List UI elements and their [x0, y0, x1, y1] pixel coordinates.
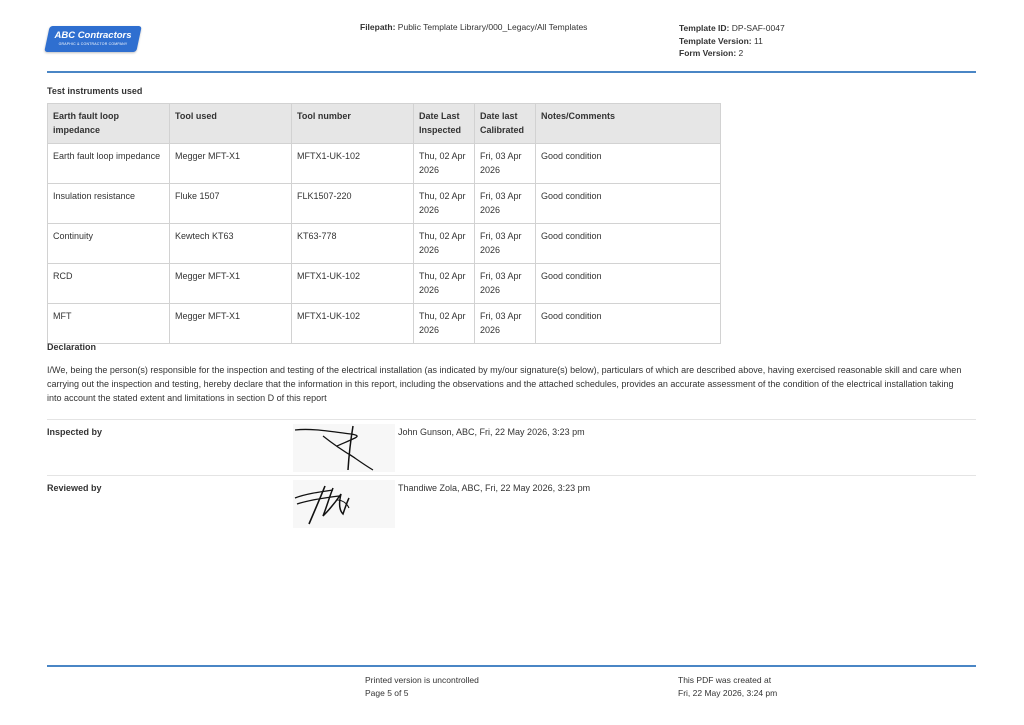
footer-right: [678, 674, 777, 699]
table-cell: Kewtech KT63: [170, 224, 292, 264]
reviewed-by-value: Thandiwe Zola, ABC, Fri, 22 May 2026, 3:23 pm: [398, 483, 591, 493]
uncontrolled-notice: Printed version is uncontrolled: [365, 675, 479, 685]
table-cell: Good condition: [536, 144, 721, 184]
template-id-value: DP-SAF-0047: [731, 23, 785, 33]
filepath-label: Filepath:: [360, 22, 396, 32]
table-cell: Fri, 03 Apr 2026: [475, 304, 536, 344]
form-version-value: 2: [738, 48, 744, 58]
logo-name: ABC Contractors: [54, 30, 132, 41]
filepath: [360, 22, 587, 32]
table-cell: Fluke 1507: [170, 184, 292, 224]
template-meta: [679, 22, 785, 60]
table-cell: MFTX1-UK-102: [292, 264, 414, 304]
pdf-created-label: This PDF was created at: [678, 675, 772, 685]
footer-divider: [47, 665, 976, 667]
table-cell: Good condition: [536, 304, 721, 344]
template-version-value: 11: [753, 35, 763, 46]
table-cell: Megger MFT-X1: [170, 144, 292, 184]
instruments-section-title: Test instruments used: [47, 86, 143, 96]
table-row: [48, 264, 721, 304]
reviewed-by-label: Reviewed by: [47, 483, 102, 493]
company-logo: [47, 26, 139, 52]
table-cell: MFTX1-UK-102: [292, 304, 414, 344]
inspected-by-row: [47, 419, 976, 476]
inspected-by-value: John Gunson, ABC, Fri, 22 May 2026, 3:23 pm: [398, 427, 585, 437]
table-cell: Megger MFT-X1: [170, 264, 292, 304]
column-header: Tool number: [292, 104, 414, 144]
table-cell: Thu, 02 Apr 2026: [414, 144, 475, 184]
footer-center: [365, 674, 479, 699]
declaration-text: I/We, being the person(s) responsible for the inspection and testing of the electrical installation (as indicated by my/our signature(s) below), particulars of which are described above, having exercised reasonable skill and care when carrying out the inspection and testing, hereby declare that the information in this report, including the observations and the attached schedules, provides an accurate assessment of the condition of the electrical installation taking into account the stated extent and limitations in section D of this report: [47, 365, 962, 403]
filepath-value: Public Template Library/000_Legacy/All Templates: [397, 22, 588, 32]
table-cell: Good condition: [536, 264, 721, 304]
form-version-label: Form Version:: [679, 48, 737, 58]
table-cell: Thu, 02 Apr 2026: [414, 264, 475, 304]
table-cell: Insulation resistance: [48, 184, 170, 224]
template-version-label: Template Version:: [679, 35, 752, 46]
table-cell: Good condition: [536, 184, 721, 224]
table-row: [48, 144, 721, 184]
table-cell: Fri, 03 Apr 2026: [475, 264, 536, 304]
inspector-signature-image: [293, 424, 395, 472]
pdf-created-value: Fri, 22 May 2026, 3:24 pm: [678, 687, 778, 698]
template-id: [679, 22, 785, 35]
form-version: [679, 47, 785, 60]
table-cell: Fri, 03 Apr 2026: [475, 184, 536, 224]
table-cell: Thu, 02 Apr 2026: [414, 304, 475, 344]
table-row: [48, 224, 721, 264]
table-cell: Fri, 03 Apr 2026: [475, 144, 536, 184]
table-cell: Thu, 02 Apr 2026: [414, 184, 475, 224]
page-number: Page 5 of 5: [365, 687, 409, 698]
table-cell: MFTX1-UK-102: [292, 144, 414, 184]
table-cell: Fri, 03 Apr 2026: [475, 224, 536, 264]
column-header: Earth fault loop impedance: [48, 104, 170, 144]
inspected-by-label: Inspected by: [47, 427, 103, 437]
column-header: Date last Calibrated: [475, 104, 536, 144]
column-header: Date Last Inspected: [414, 104, 475, 144]
table-cell: RCD: [48, 264, 170, 304]
table-cell: Good condition: [536, 224, 721, 264]
column-header: Notes/Comments: [536, 104, 721, 144]
table-header-row: [48, 104, 721, 144]
table-cell: Continuity: [48, 224, 170, 264]
declaration-title: Declaration: [47, 342, 97, 352]
column-header: Tool used: [170, 104, 292, 144]
table-cell: KT63-778: [292, 224, 414, 264]
table-cell: FLK1507-220: [292, 184, 414, 224]
reviewer-signature-image: [293, 480, 395, 528]
logo-tagline: GRAPHIC & CONTRACTOR COMPANY: [58, 42, 128, 46]
table-row: [48, 184, 721, 224]
header-divider: [47, 71, 976, 73]
table-cell: Megger MFT-X1: [170, 304, 292, 344]
table-cell: MFT: [48, 304, 170, 344]
table-cell: Earth fault loop impedance: [48, 144, 170, 184]
template-version: [679, 35, 785, 48]
template-id-label: Template ID:: [679, 23, 730, 33]
reviewed-by-row: [47, 475, 976, 532]
table-cell: Thu, 02 Apr 2026: [414, 224, 475, 264]
instruments-table: [47, 103, 721, 344]
table-row: [48, 304, 721, 344]
